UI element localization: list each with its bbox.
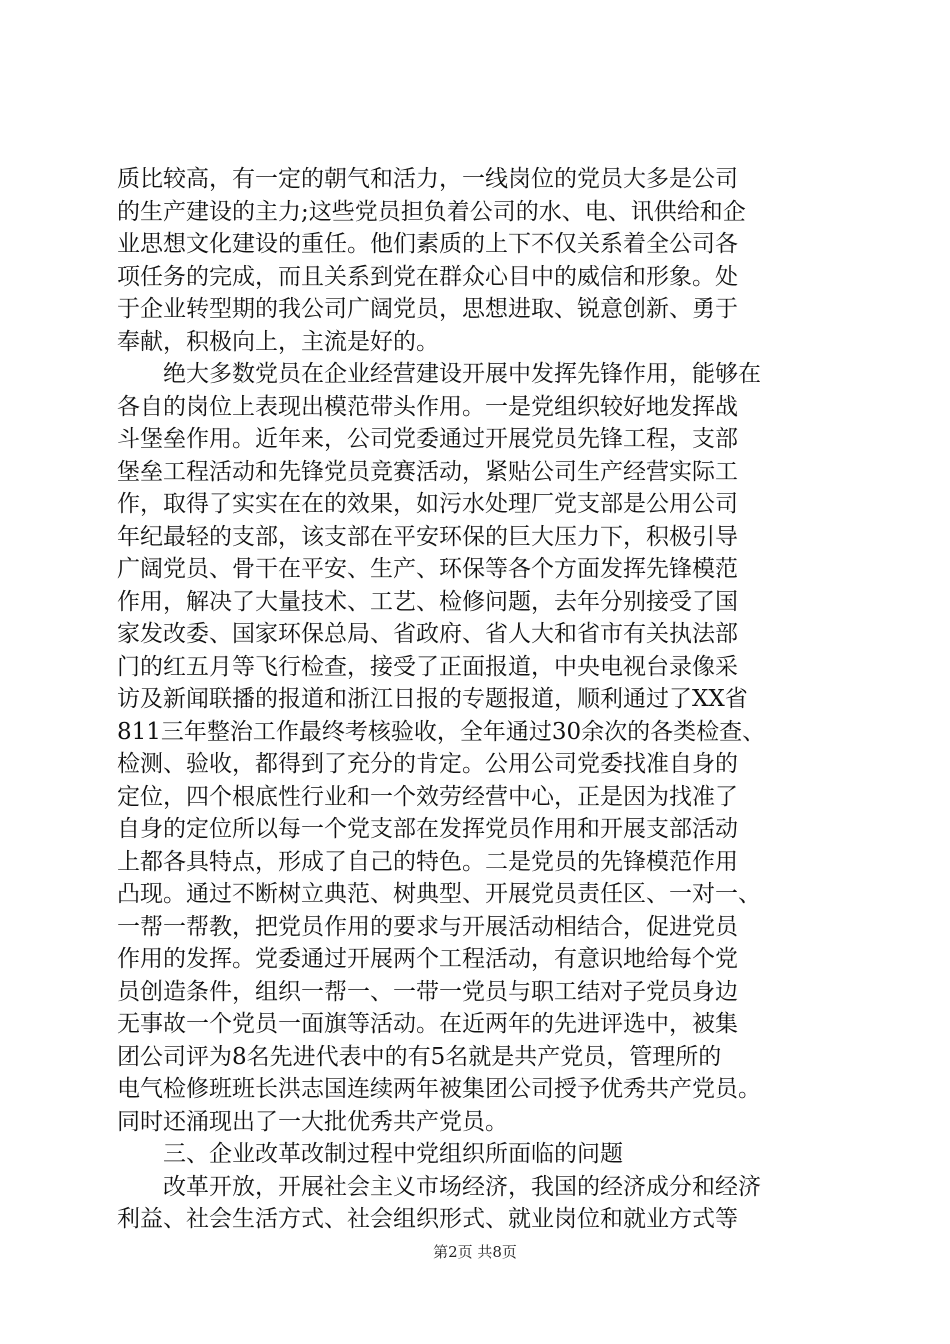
text-line: 同时还涌现出了一大批优秀共产党员。 — [117, 1108, 508, 1135]
text-line: 改革开放，开展社会主义市场经济，我国的经济成分和经济 — [117, 1173, 761, 1200]
text-line: 自身的定位所以每一个党支部在发挥党员作用和开展支部活动 — [117, 816, 738, 842]
text-line: 上都各具特点，形成了自己的特色。二是党员的先锋模范作用 — [117, 848, 738, 875]
text-line: 定位，四个根底性行业和一个效劳经营中心，正是因为找准了 — [117, 783, 738, 810]
text-line: 凸现。通过不断树立典范、树典型、开展党员责任区、一对一、 — [117, 881, 761, 907]
text-line: 作用，解决了大量技术、工艺、检修问题，去年分别接受了国 — [117, 588, 738, 615]
text-line: 无事故一个党员一面旗等活动。在近两年的先进评选中，被集 — [117, 1011, 738, 1037]
text-line: 各自的岗位上表现出模范带头作用。一是党组织较好地发挥战 — [117, 393, 738, 420]
text-line: 广阔党员、骨干在平安、生产、环保等各个方面发挥先锋模范 — [117, 556, 738, 582]
text-line: 一帮一帮教，把党员作用的要求与开展活动相结合，促进党员 — [117, 913, 738, 940]
body-text — [117, 163, 839, 1236]
page-footer: 第2页 共8页 — [433, 1243, 517, 1261]
text-line: 作用的发挥。党委通过开展两个工程活动，有意识地给每个党 — [117, 946, 738, 972]
text-line: 业思想文化建设的重任。他们素质的上下不仅关系着全公司各 — [117, 231, 738, 257]
text-line: 年纪最轻的支部，该支部在平安环保的巨大压力下，积极引导 — [117, 523, 738, 550]
text-line: 访及新闻联播的报道和浙江日报的专题报道，顺利通过了XX省 — [117, 686, 748, 712]
text-line: 斗堡垒作用。近年来，公司党委通过开展党员先锋工程，支部 — [117, 426, 738, 452]
text-line: 绝大多数党员在企业经营建设开展中发挥先锋作用，能够在 — [117, 361, 761, 387]
text-line: 三、企业改革改制过程中党组织所面临的问题 — [117, 1141, 623, 1167]
text-line: 员创造条件，组织一帮一、一带一党员与职工结对子党员身边 — [117, 978, 738, 1005]
text-line: 家发改委、国家环保总局、省政府、省人大和省市有关执法部 — [117, 621, 738, 647]
text-line: 电气检修班班长洪志国连续两年被集团公司授予优秀共产党员。 — [117, 1076, 761, 1102]
text-line: 项任务的完成，而且关系到党在群众心目中的威信和形象。处 — [117, 263, 738, 290]
text-line: 门的红五月等飞行检查，接受了正面报道，中央电视台录像采 — [117, 653, 738, 680]
text-line: 于企业转型期的我公司广阔党员，思想进取、锐意创新、勇于 — [117, 296, 738, 322]
text-line: 团公司评为8名先进代表中的有5名就是共产党员，管理所的 — [117, 1043, 722, 1070]
text-line: 奉献，积极向上，主流是好的。 — [117, 328, 439, 355]
text-line: 作，取得了实实在在的效果，如污水处理厂党支部是公用公司 — [117, 491, 738, 517]
text-line: 检测、验收，都得到了充分的肯定。公用公司党委找准自身的 — [117, 751, 738, 777]
text-line: 利益、社会生活方式、社会组织形式、就业岗位和就业方式等 — [117, 1206, 738, 1232]
text-line: 811三年整治工作最终考核验收，全年通过30余次的各类检查、 — [117, 718, 766, 745]
text-line: 质比较高，有一定的朝气和活力，一线岗位的党员大多是公司 — [117, 166, 738, 192]
text-line: 的生产建设的主力;这些党员担负着公司的水、电、讯供给和企 — [117, 198, 746, 225]
text-line: 堡垒工程活动和先锋党员竞赛活动，紧贴公司生产经营实际工 — [117, 458, 738, 485]
